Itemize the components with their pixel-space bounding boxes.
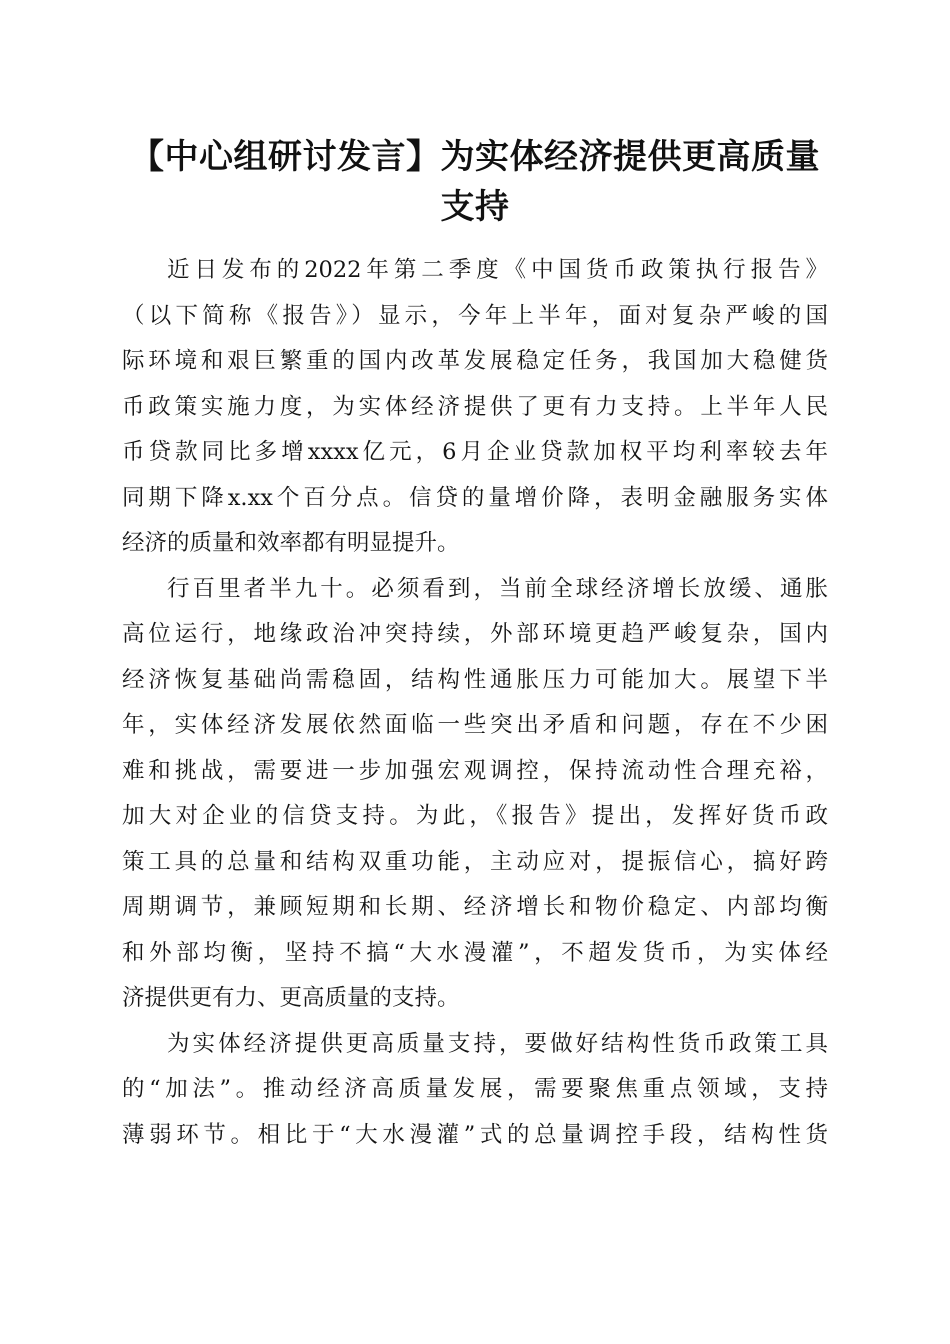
text-line: 经济的质量和效率都有明显提升。 [122,530,460,556]
text-line: 难和挑战，需要进一步加强宏观调控，保持流动性合理充裕， [122,757,828,784]
paragraph-2 [122,567,828,1022]
text-line: 经济恢复基础尚需稳固，结构性通胀压力可能加大。展望下半 [122,666,828,693]
paragraph-3 [122,1022,828,1159]
title-line: 【中心组研讨发言】为实体经济提供更高质量 [130,137,820,177]
text-line: 际环境和艰巨繁重的国内改革发展稳定任务，我国加大稳健货 [122,348,828,374]
text-line: 济提供更有力、更高质量的支持。 [122,985,460,1011]
text-line: 的“加法”。推动经济高质量发展，需要聚焦重点领域，支持 [122,1076,828,1102]
text-line: （以下简称《报告》）显示，今年上半年，面对复杂严峻的国 [122,302,828,329]
text-line: 近日发布的2022年第二季度《中国货币政策执行报告》 [167,257,828,283]
text-line: 行百里者半九十。必须看到，当前全球经济增长放缓、通胀 [167,575,828,602]
title-line: 支持 [440,187,510,227]
text-line: 周期调节，兼顾短期和长期、经济增长和物价稳定、内部均衡 [122,894,828,920]
text-line: 为实体经济提供更高质量支持，要做好结构性货币政策工具 [167,1030,828,1057]
text-line: 和外部均衡，坚持不搞“大水漫灌”，不超发货币，为实体经 [122,939,828,966]
text-line: 策工具的总量和结构双重功能，主动应对，提振信心，搞好跨 [122,848,828,875]
paragraph-1 [122,248,828,567]
document-body [122,248,828,1158]
text-line: 同期下降x.xx个百分点。信贷的量增价降，表明金融服务实体 [122,484,828,511]
text-line: 年，实体经济发展依然面临一些突出矛盾和问题，存在不少困 [122,712,828,738]
text-line: 币贷款同比多增xxxx亿元，6月企业贷款加权平均利率较去年 [122,439,828,465]
text-line: 高位运行，地缘政治冲突持续，外部环境更趋严峻复杂，国内 [122,621,828,647]
text-line: 薄弱环节。相比于“大水漫灌”式的总量调控手段，结构性货 [122,1121,828,1148]
text-line: 加大对企业的信贷支持。为此，《报告》提出，发挥好货币政 [122,803,828,829]
text-line: 币政策实施力度，为实体经济提供了更有力支持。上半年人民 [122,393,828,420]
document-title [100,132,850,232]
